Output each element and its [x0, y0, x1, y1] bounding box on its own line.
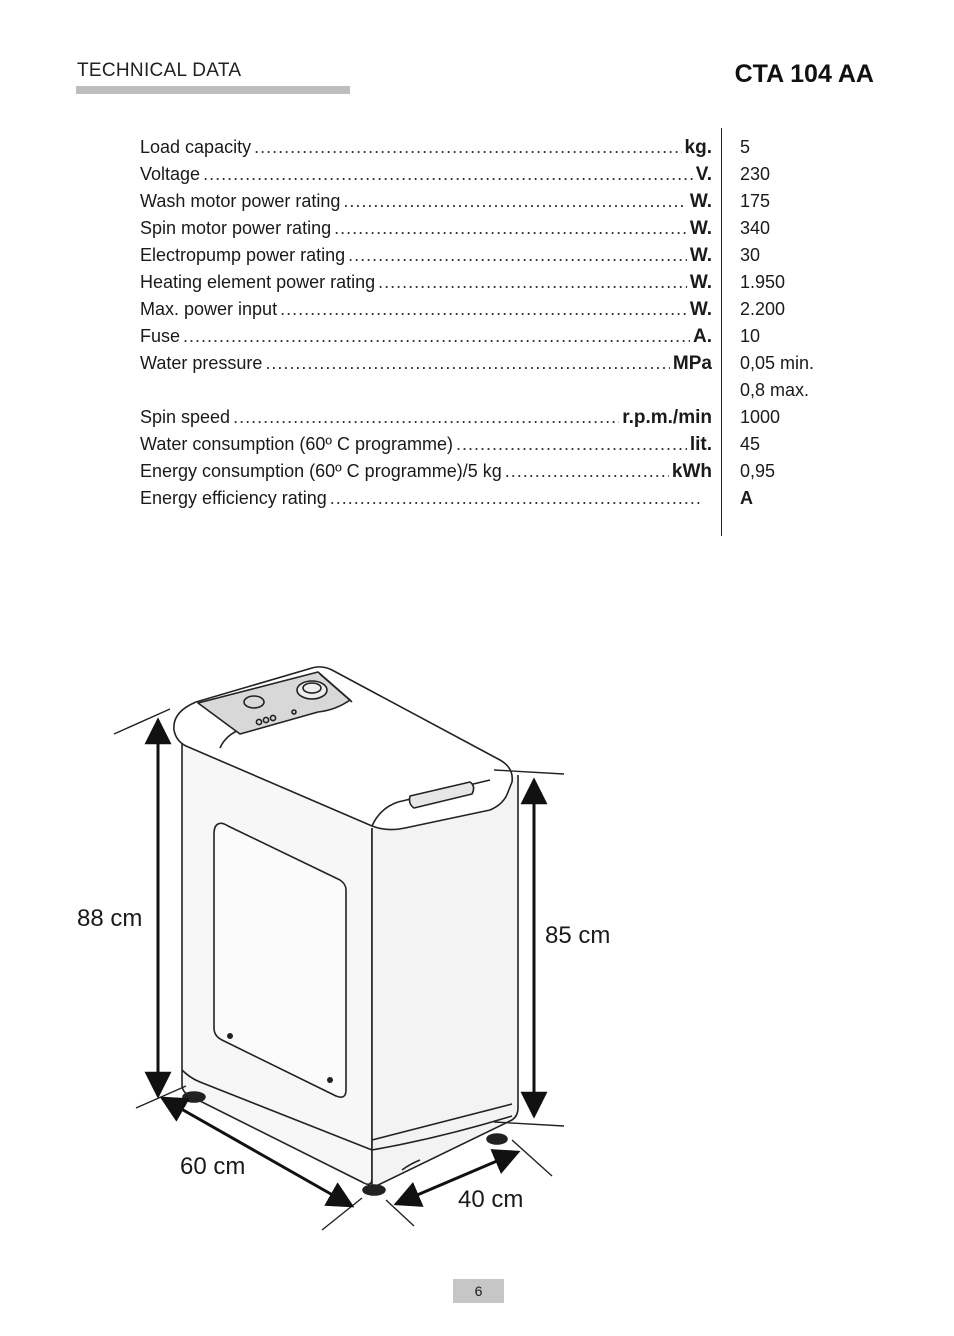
spec-unit: W. — [689, 272, 712, 293]
spec-label: Fuse — [140, 326, 181, 346]
spec-value: 0,05 min. — [740, 353, 815, 373]
spec-unit: V. — [695, 164, 712, 185]
spec-unit: W. — [689, 191, 712, 212]
width-label: 40 cm — [458, 1186, 524, 1213]
spec-value: 2.200 — [740, 299, 786, 319]
spec-label: Energy consumption (60º C programme)/5 kg — [140, 461, 502, 481]
spec-value: 10 — [740, 326, 761, 346]
spec-label: Heating element power rating — [140, 272, 376, 292]
spec-label: Max. power input — [140, 299, 278, 319]
spec-unit: kg. — [684, 137, 712, 158]
depth-label: 60 cm — [180, 1153, 246, 1180]
page-number: 6 — [453, 1279, 504, 1303]
spec-label: Load capacity — [140, 137, 252, 157]
spec-unit: W. — [689, 299, 712, 320]
spec-label: Water pressure — [140, 353, 263, 373]
spec-unit: kWh — [671, 461, 712, 482]
spec-value: 30 — [740, 245, 761, 265]
spec-unit: r.p.m./min — [622, 407, 712, 428]
spec-value: 0,8 max. — [740, 380, 810, 400]
spec-value: 1000 — [740, 407, 781, 427]
section-title: TECHNICAL DATA — [77, 60, 242, 81]
spec-unit: MPa — [672, 353, 712, 374]
spec-value: A — [740, 488, 753, 508]
spec-label: Voltage — [140, 164, 201, 184]
height-body-label: 85 cm — [545, 922, 611, 949]
spec-value: 340 — [740, 218, 771, 238]
spec-unit: W. — [689, 218, 712, 239]
spec-value: 175 — [740, 191, 771, 211]
spec-label: Spin motor power rating — [140, 218, 332, 238]
spec-label: Wash motor power rating — [140, 191, 341, 211]
spec-value: 1.950 — [740, 272, 786, 292]
spec-unit: A. — [693, 326, 712, 347]
spec-value: 230 — [740, 164, 771, 184]
spec-label: Spin speed — [140, 407, 231, 427]
spec-value: 45 — [740, 434, 761, 454]
spec-unit: lit. — [689, 434, 712, 455]
washer-outline — [174, 667, 518, 1195]
spec-label: Energy efficiency rating — [140, 488, 327, 508]
spec-value: 0,95 — [740, 461, 776, 481]
spec-label: Water consumption (60º C programme) — [140, 434, 454, 454]
height-total-label: 88 cm — [77, 905, 143, 932]
spec-unit: W. — [689, 245, 712, 266]
model-name: CTA 104 AA — [734, 60, 874, 88]
spec-value: 5 — [740, 137, 751, 157]
spec-label: Electropump power rating — [140, 245, 346, 265]
